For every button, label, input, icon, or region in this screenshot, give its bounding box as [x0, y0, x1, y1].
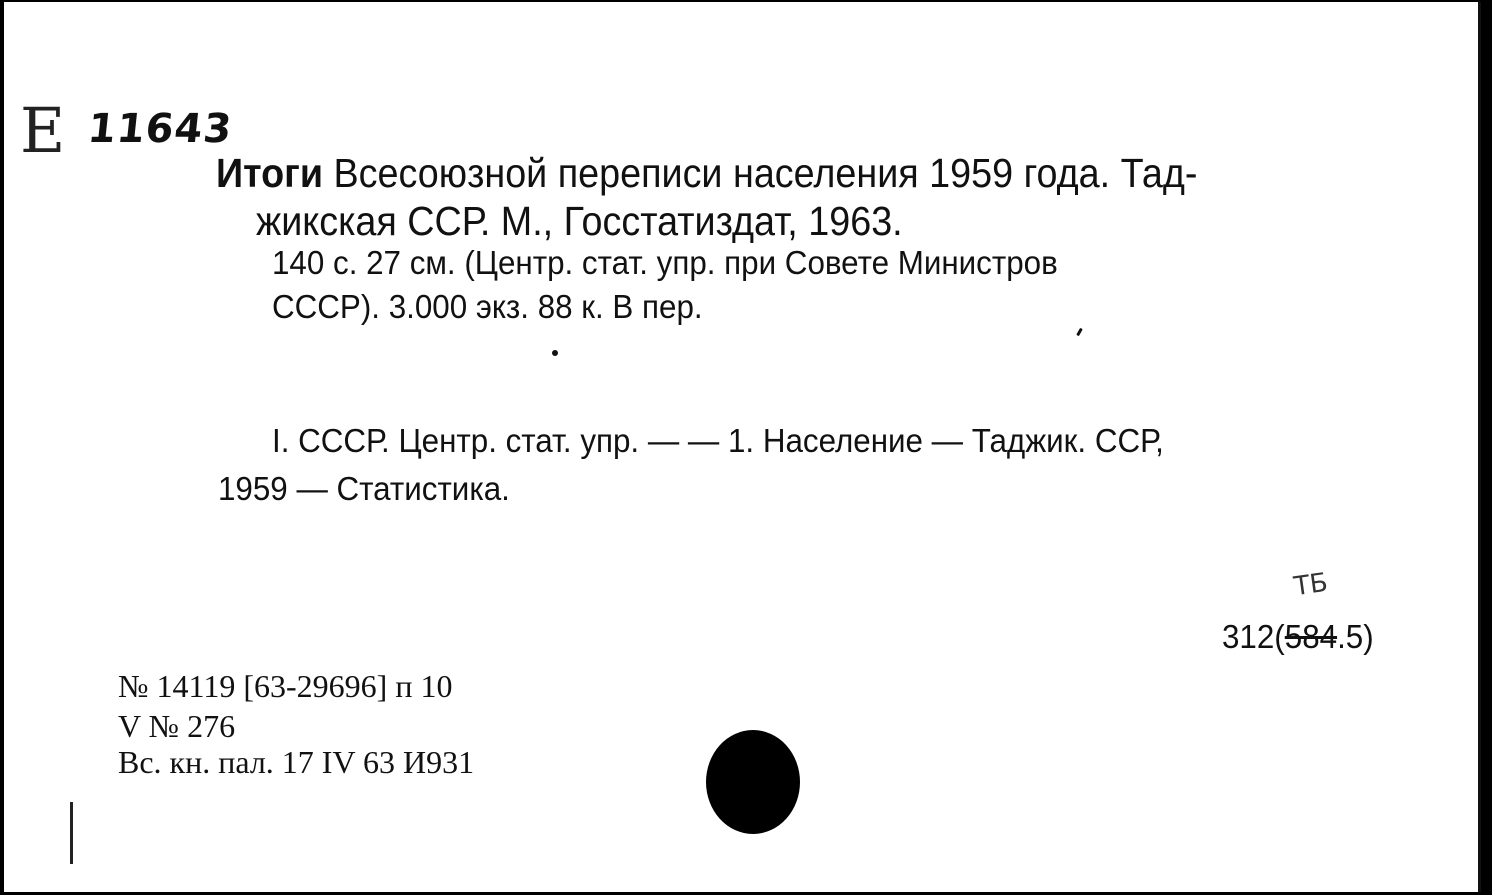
classification-struck: 584 [1284, 618, 1338, 655]
accession-prefix-stamp: Е [20, 94, 66, 167]
title-line-2: жикская ССР. М., Госстатиздат, 1963. [256, 198, 903, 244]
classification-suffix: .5) [1337, 618, 1374, 655]
handwritten-mark: ТБ [1292, 567, 1330, 603]
classification-prefix: 312( [1222, 618, 1285, 655]
tracing-line-1: I. СССР. Центр. стат. упр. — — 1. Население — Таджик. ССР, [272, 422, 1164, 459]
print-info-line-2: V № 276 [118, 708, 236, 744]
title-line-1 [216, 150, 1197, 197]
print-info-line-3: Вс. кн. пал. 17 IV 63 И931 [118, 744, 475, 780]
classification-number [1222, 618, 1374, 656]
tracing-line-2: 1959 — Статистика. [218, 470, 510, 507]
stray-mark [1076, 328, 1083, 336]
catalog-card [4, 2, 1481, 892]
collation-line-1: 140 с. 27 см. (Центр. стат. упр. при Совете Министров [272, 244, 1058, 281]
stray-dot [552, 350, 558, 356]
title-first-word: Итоги [216, 150, 324, 196]
card-punch-hole [706, 730, 800, 834]
print-info-line-1: № 14119 [63-29696] п 10 [118, 668, 453, 704]
accession-number: 11643 [85, 106, 235, 152]
margin-line [70, 802, 73, 864]
title-line-1-rest: Всесоюзной переписи населения 1959 года. Тад- [323, 150, 1198, 196]
collation-line-2: СССР). 3.000 экз. 88 к. В пер. [272, 288, 703, 325]
